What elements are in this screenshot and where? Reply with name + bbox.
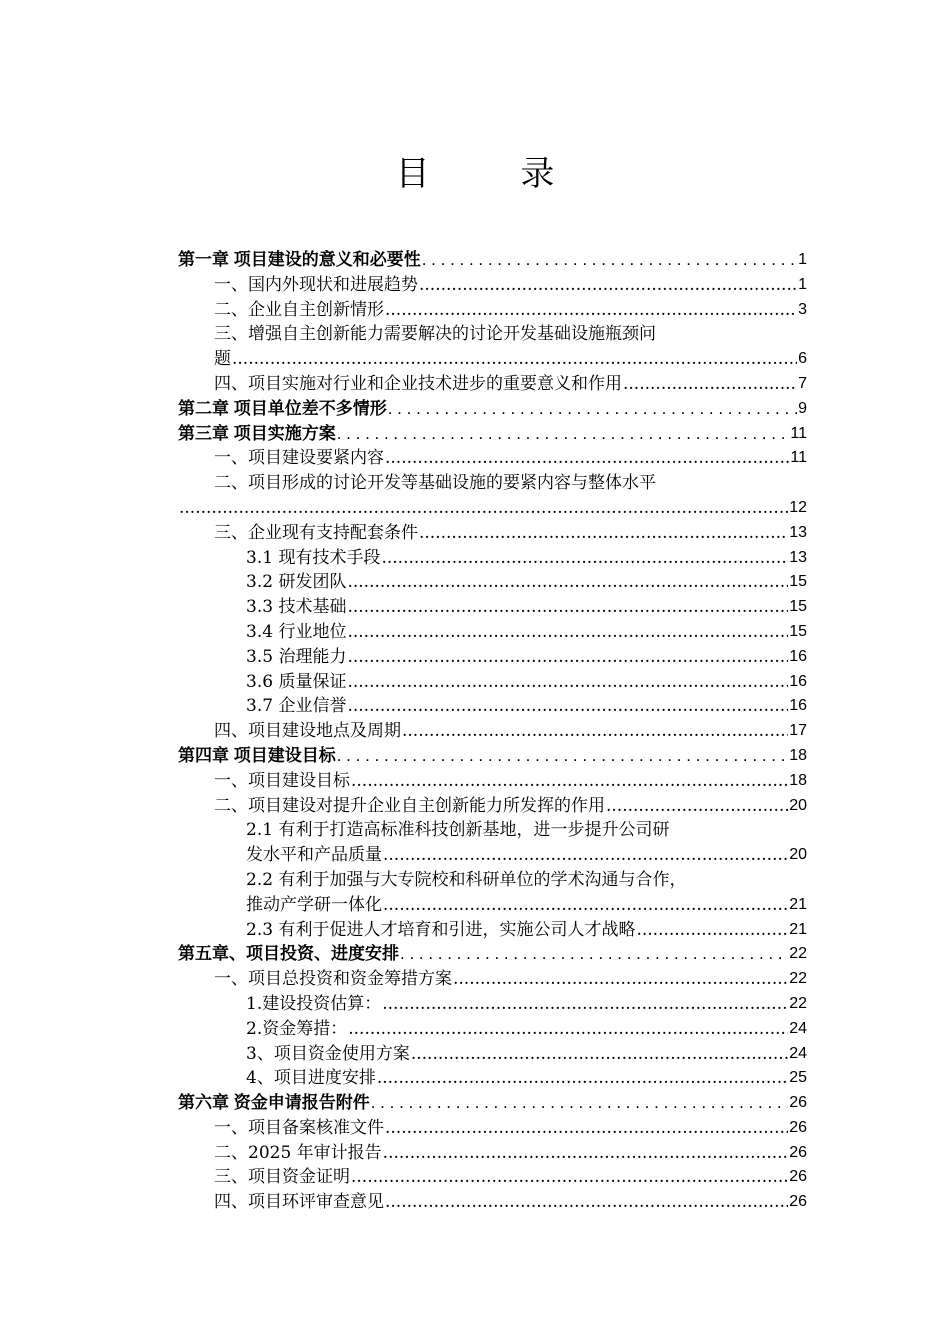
toc-entry-label: 一、项目备案核准文件 <box>214 1117 384 1138</box>
toc-entry-label: 一、国内外现状和进展趋势 <box>214 274 418 295</box>
toc-entry-page: 26 <box>789 1168 807 1186</box>
toc-entry[interactable] <box>178 769 807 794</box>
dot-leader <box>351 1165 788 1190</box>
toc-entry-page: 20 <box>789 796 807 814</box>
toc-entry-label: 二、企业自主创新情形 <box>214 299 384 320</box>
toc-entry-page: 7 <box>798 374 807 392</box>
toc-entry-label: 3.4 行业地位 <box>246 621 347 642</box>
toc-entry[interactable] <box>178 1116 807 1141</box>
toc-entry-label: 发水平和产品质量 <box>246 845 382 866</box>
toc-entry[interactable] <box>178 496 807 521</box>
toc-entry[interactable] <box>178 521 807 546</box>
toc-entry[interactable] <box>178 1165 807 1190</box>
dot-leader <box>422 248 797 273</box>
toc-entry[interactable] <box>178 570 807 595</box>
toc-entry[interactable] <box>178 967 807 992</box>
toc-entry-wrapped-line[interactable]: 二、项目形成的讨论开发等基础设施的要紧内容与整体水平 <box>214 473 656 494</box>
toc-entry-page: 24 <box>789 1019 807 1037</box>
dot-leader <box>347 570 788 595</box>
toc-entry-label: 一、项目总投资和资金筹措方案 <box>214 969 452 990</box>
toc-entry-page: 11 <box>790 424 807 442</box>
toc-entry-page: 22 <box>789 994 807 1012</box>
toc-entry-label: 1.建设投资估算： <box>246 993 382 1014</box>
toc-entry-page: 12 <box>789 498 807 516</box>
toc-entry-label: 第三章 项目实施方案 <box>178 423 336 443</box>
toc-entry[interactable] <box>178 546 807 571</box>
dot-leader <box>377 1066 788 1091</box>
toc-entry-label: 第二章 项目单位差不多情形 <box>178 398 387 418</box>
toc-entry-chapter-3[interactable] <box>178 422 807 447</box>
toc-entry-page: 24 <box>789 1044 807 1062</box>
toc-entry[interactable] <box>178 893 807 918</box>
dot-leader <box>623 372 797 397</box>
table-of-contents <box>178 248 807 1215</box>
toc-entry-page: 3 <box>798 300 807 318</box>
toc-entry-label: 2.资金筹措： <box>246 1018 348 1039</box>
dot-leader <box>347 620 788 645</box>
toc-entry-label: 3.6 质量保证 <box>246 671 347 692</box>
dot-leader <box>385 1116 788 1141</box>
toc-entry-chapter-1[interactable] <box>178 248 807 273</box>
toc-entry-label: 三、企业现有支持配套条件 <box>214 522 418 543</box>
toc-entry-label: 3.1 现有技术手段 <box>246 547 381 568</box>
dot-leader <box>385 1190 788 1215</box>
toc-entry-wrapped-line[interactable]: 三、增强自主创新能力需要解决的讨论开发基础设施瓶颈问 <box>214 324 656 345</box>
toc-entry-page: 21 <box>789 920 807 938</box>
toc-entry-chapter-2[interactable] <box>178 397 807 422</box>
toc-entry-page: 16 <box>789 672 807 690</box>
toc-entry[interactable] <box>178 372 807 397</box>
toc-entry-page: 13 <box>789 548 807 566</box>
toc-entry-label: 第六章 资金申请报告附件 <box>178 1093 370 1113</box>
page-title: 目 录 <box>395 154 595 194</box>
dot-leader <box>383 1141 789 1166</box>
toc-entry-label: 3、项目资金使用方案 <box>246 1043 410 1064</box>
dot-leader <box>347 670 788 695</box>
toc-entry-label: 三、项目资金证明 <box>214 1167 350 1188</box>
toc-entry-page: 18 <box>789 771 807 789</box>
toc-entry-label: 2.3 有利于促进人才培育和引进，实施公司人才战略 <box>246 919 636 940</box>
toc-entry-page: 6 <box>798 350 807 368</box>
toc-entry-page: 25 <box>789 1069 807 1087</box>
toc-entry-page: 15 <box>789 573 807 591</box>
toc-entry-label: 一、项目建设要紧内容 <box>214 448 384 469</box>
dot-leader <box>383 893 788 918</box>
toc-entry-page: 26 <box>789 1193 807 1211</box>
toc-entry-label: 二、项目建设对提升企业自主创新能力所发挥的作用 <box>214 795 605 816</box>
dot-leader <box>347 595 788 620</box>
toc-entry-page: 26 <box>789 1094 807 1112</box>
dot-leader <box>606 794 788 819</box>
toc-entry-label: 四、项目建设地点及周期 <box>214 721 401 742</box>
dot-leader <box>381 546 788 571</box>
toc-entry-label: 一、项目建设目标 <box>214 770 350 791</box>
dot-leader <box>347 694 788 719</box>
dot-leader <box>385 446 789 471</box>
toc-entry-label: 3.2 研发团队 <box>246 572 347 593</box>
toc-entry-page: 1 <box>798 275 807 293</box>
toc-entry[interactable] <box>178 794 807 819</box>
toc-entry-label: 第一章 项目建设的意义和必要性 <box>178 250 421 269</box>
toc-entry[interactable] <box>178 1190 807 1215</box>
toc-entry[interactable] <box>178 620 807 645</box>
toc-entry-page: 9 <box>798 399 807 417</box>
toc-entry-page: 26 <box>789 1143 807 1161</box>
toc-entry[interactable] <box>178 446 807 471</box>
toc-entry-chapter-5[interactable] <box>178 942 807 967</box>
toc-entry-page: 17 <box>789 722 807 740</box>
toc-entry-page: 22 <box>789 945 807 963</box>
dot-leader <box>371 1091 788 1116</box>
toc-entry-label: 题 <box>214 349 231 370</box>
dot-leader <box>347 645 788 670</box>
toc-entry[interactable] <box>178 1017 807 1042</box>
toc-entry-page: 22 <box>789 970 807 988</box>
toc-entry-label: 3.7 企业信誉 <box>246 696 347 717</box>
dot-leader <box>400 942 788 967</box>
dot-leader <box>388 397 797 422</box>
toc-entry-label: 四、项目环评审查意见 <box>214 1192 384 1213</box>
toc-entry[interactable] <box>178 347 807 372</box>
toc-entry-page: 16 <box>789 697 807 715</box>
toc-entry-page: 15 <box>789 622 807 640</box>
toc-entry-page: 26 <box>789 1118 807 1136</box>
toc-entry-label: 二、2025 年审计报告 <box>214 1142 382 1163</box>
toc-entry-label: 第五章、项目投资、进度安排 <box>178 944 399 964</box>
toc-entry[interactable] <box>178 918 807 943</box>
dot-leader <box>232 347 797 372</box>
toc-entry[interactable] <box>178 670 807 695</box>
dot-leader <box>382 992 788 1017</box>
toc-entry-page: 18 <box>789 746 807 764</box>
toc-entry-page: 11 <box>790 449 807 467</box>
toc-entry[interactable] <box>178 298 807 323</box>
toc-entry[interactable] <box>178 1141 807 1166</box>
toc-entry-label: 四、项目实施对行业和企业技术进步的重要意义和作用 <box>214 373 622 394</box>
toc-entry-page: 15 <box>789 598 807 616</box>
toc-entry-label: 第四章 项目建设目标 <box>178 745 336 765</box>
dot-leader <box>419 521 788 546</box>
dot-leader <box>337 422 790 447</box>
dot-leader <box>419 273 797 298</box>
toc-entry-chapter-6[interactable] <box>178 1091 807 1116</box>
dot-leader <box>636 918 788 943</box>
toc-entry[interactable] <box>178 719 807 744</box>
dot-leader <box>179 496 788 521</box>
toc-entry-label: 3.3 技术基础 <box>246 597 347 618</box>
toc-entry[interactable] <box>178 694 807 719</box>
toc-entry[interactable] <box>178 992 807 1017</box>
toc-entry-page: 13 <box>789 523 807 541</box>
dot-leader <box>453 967 788 992</box>
toc-entry-wrapped-line[interactable]: 2.1 有利于打造高标准科技创新基地，进一步提升公司研 <box>246 820 670 841</box>
toc-entry[interactable] <box>178 1066 807 1091</box>
dot-leader <box>348 1017 788 1042</box>
dot-leader <box>337 744 788 769</box>
toc-entry[interactable] <box>178 273 807 298</box>
toc-entry-wrapped-line[interactable]: 2.2 有利于加强与大专院校和科研单位的学术沟通与合作， <box>246 869 687 890</box>
toc-entry-label: 4、项目进度安排 <box>246 1068 376 1089</box>
dot-leader <box>385 298 797 323</box>
toc-entry[interactable] <box>178 595 807 620</box>
toc-entry[interactable] <box>178 645 807 670</box>
dot-leader <box>402 719 788 744</box>
toc-entry[interactable] <box>178 1042 807 1067</box>
dot-leader <box>411 1042 788 1067</box>
dot-leader <box>383 843 788 868</box>
toc-entry-page: 16 <box>789 647 807 665</box>
toc-entry-page: 21 <box>789 895 807 913</box>
toc-entry-chapter-4[interactable] <box>178 744 807 769</box>
toc-entry[interactable] <box>178 843 807 868</box>
toc-entry-label: 3.5 治理能力 <box>246 646 347 667</box>
toc-entry-label: 推动产学研一体化 <box>246 894 382 915</box>
toc-entry-page: 20 <box>789 846 807 864</box>
toc-entry-page: 1 <box>798 251 807 268</box>
dot-leader <box>351 769 788 794</box>
